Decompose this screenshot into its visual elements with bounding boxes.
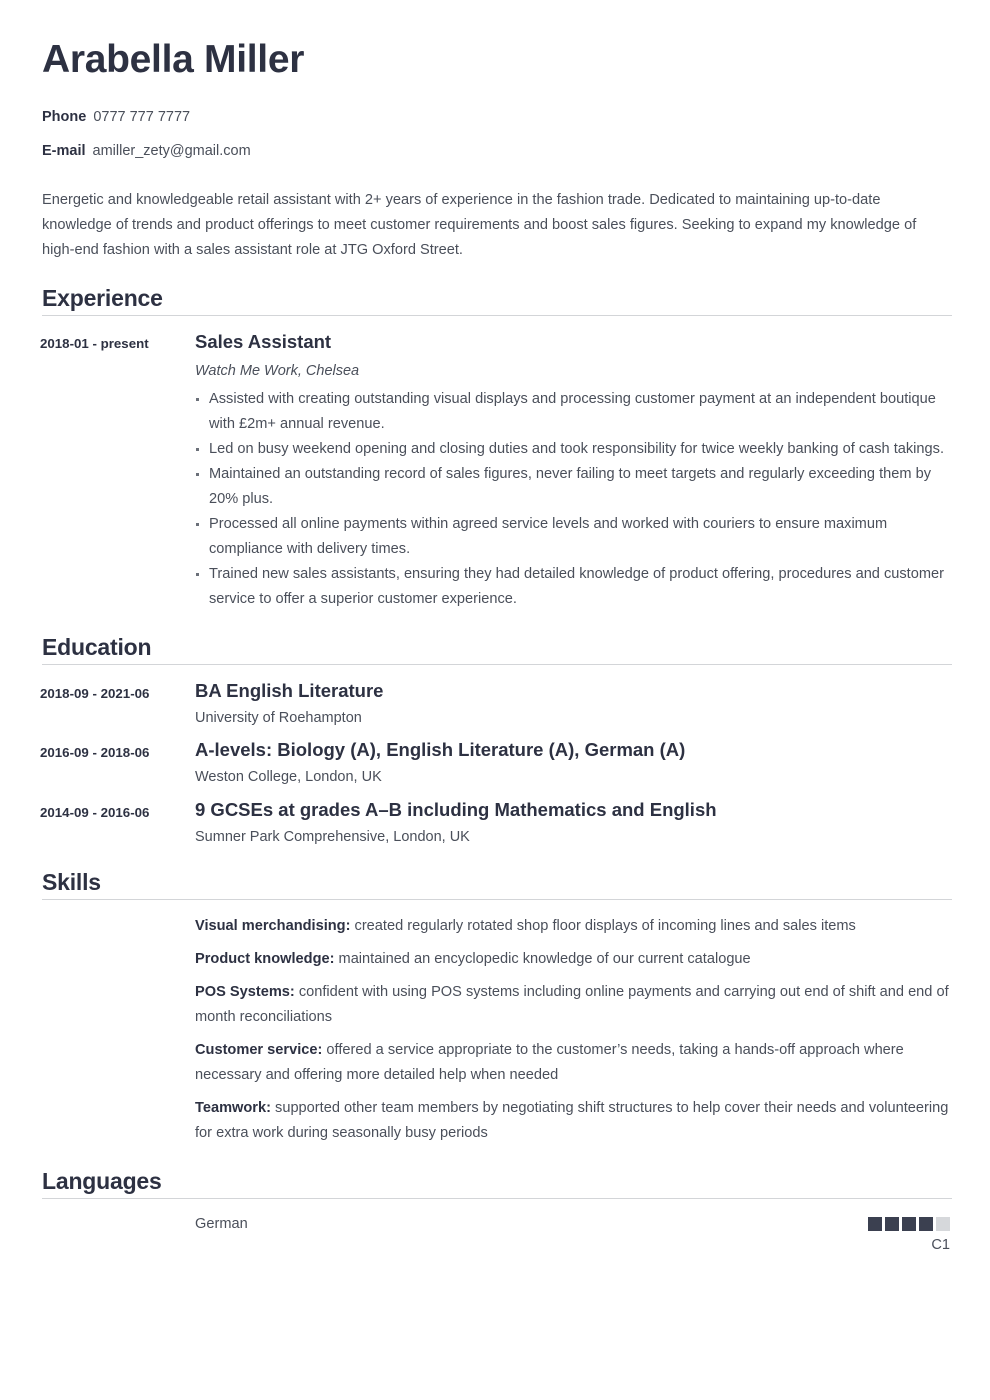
- language-rating: [868, 1213, 950, 1255]
- skill-label: Teamwork:: [195, 1099, 271, 1116]
- experience-bullet: Trained new sales assistants, ensuring they had detailed knowledge of product offering, procedures and customer service to offer a superior customer experience.: [195, 562, 950, 612]
- education-date: 2018-09 - 2021-06: [40, 685, 150, 701]
- education-degree: A-levels: Biology (A), English Literature (A), German (A): [195, 739, 686, 761]
- skill-label: POS Systems:: [195, 983, 295, 1000]
- experience-entry: [40, 330, 950, 612]
- experience-bullet: Maintained an outstanding record of sales figures, never failing to meet targets and regularly exceeding them by 20% plus.: [195, 462, 950, 512]
- section-divider-education: [42, 664, 952, 665]
- contact-value-email: amiller_zety@gmail.com: [92, 143, 251, 160]
- section-languages: [40, 1168, 950, 1255]
- candidate-name: Arabella Miller: [42, 38, 305, 81]
- education-date: 2016-09 - 2018-06: [40, 745, 150, 761]
- experience-company: Watch Me Work, Chelsea: [195, 362, 360, 379]
- education-details: [195, 738, 950, 787]
- skill-item: [40, 980, 950, 1030]
- section-experience: [40, 285, 950, 612]
- experience-details: [195, 330, 950, 612]
- section-title-skills: Skills: [42, 868, 101, 895]
- skill-gutter: [40, 914, 195, 939]
- skill-text: [195, 1038, 950, 1088]
- experience-bullet-list: [195, 387, 950, 612]
- rating-square-filled: [868, 1217, 882, 1231]
- language-rating-squares: [868, 1217, 950, 1231]
- experience-date: 2018-01 - present: [40, 335, 149, 351]
- rating-square-empty: [936, 1217, 950, 1231]
- education-date: 2014-09 - 2016-06: [40, 804, 150, 820]
- experience-job-title: Sales Assistant: [195, 330, 332, 352]
- education-details: [195, 679, 950, 728]
- resume-header: [40, 40, 950, 263]
- skill-label: Product knowledge:: [195, 950, 335, 967]
- skill-text: [195, 914, 950, 939]
- education-entry: [40, 738, 950, 787]
- skill-gutter: [40, 1038, 195, 1088]
- skill-description: supported other team members by negotiating shift structures to help cover their needs and volunteering for extra work during seasonally busy periods: [195, 1099, 949, 1141]
- education-degree: 9 GCSEs at grades A–B including Mathematics and English: [195, 798, 717, 820]
- contact-value-phone: 0777 777 7777: [93, 108, 191, 125]
- section-divider-experience: [42, 315, 952, 316]
- section-title-languages: Languages: [42, 1167, 162, 1194]
- professional-summary: Energetic and knowledgeable retail assistant with 2+ years of experience in the fashion trade. Dedicated to maintaining up-to-date knowledge of trends and product offerings to meet customer requirements and boost sales figures. Seeking to expand my knowledge of high-end fashion with a sales assistant role at JTG Oxford Street.: [42, 191, 917, 258]
- contact-label-email: E-mail: [42, 143, 86, 160]
- education-degree: BA English Literature: [195, 679, 384, 701]
- skill-item: [40, 947, 950, 972]
- section-title-education: Education: [42, 633, 152, 660]
- skill-description: confident with using POS systems including online payments and carrying out end of shift and end of month reconciliations: [195, 983, 949, 1025]
- skill-item: [40, 914, 950, 939]
- skill-text: [195, 1096, 950, 1146]
- section-skills: [40, 869, 950, 1146]
- contact-row-phone: [42, 107, 950, 127]
- language-name: German: [195, 1215, 248, 1232]
- skill-description: maintained an encyclopedic knowledge of our current catalogue: [338, 950, 751, 967]
- skill-text: [195, 980, 950, 1030]
- education-details: [195, 798, 950, 847]
- language-item: [40, 1213, 950, 1255]
- contact-label-phone: Phone: [42, 108, 87, 125]
- language-level-label: C1: [931, 1236, 950, 1253]
- rating-square-filled: [919, 1217, 933, 1231]
- skill-description: offered a service appropriate to the customer’s needs, taking a hands-off approach where necessary and offering more detailed help when needed: [195, 1041, 904, 1083]
- experience-bullet: Assisted with creating outstanding visual displays and processing customer payment at an independent boutique with £2m+ annual revenue.: [195, 387, 950, 437]
- rating-square-filled: [885, 1217, 899, 1231]
- education-institution: Sumner Park Comprehensive, London, UK: [195, 828, 470, 845]
- skill-gutter: [40, 1096, 195, 1146]
- section-divider-languages: [42, 1198, 952, 1199]
- skill-item: [40, 1038, 950, 1088]
- section-education: [40, 634, 950, 847]
- skill-gutter: [40, 947, 195, 972]
- education-institution: Weston College, London, UK: [195, 769, 382, 786]
- experience-bullet: Processed all online payments within agreed service levels and worked with couriers to ensure maximum compliance with delivery times.: [195, 512, 950, 562]
- experience-bullet: Led on busy weekend opening and closing duties and took responsibility for twice weekly banking of cash takings.: [195, 437, 950, 462]
- education-entry: [40, 679, 950, 728]
- education-entry: [40, 798, 950, 847]
- skill-gutter: [40, 980, 195, 1030]
- rating-square-filled: [902, 1217, 916, 1231]
- skill-label: Customer service:: [195, 1041, 323, 1058]
- education-institution: University of Roehampton: [195, 709, 362, 726]
- skill-label: Visual merchandising:: [195, 917, 351, 934]
- skill-item: [40, 1096, 950, 1146]
- skill-description: created regularly rotated shop floor displays of incoming lines and sales items: [354, 917, 856, 934]
- section-divider-skills: [42, 899, 952, 900]
- section-title-experience: Experience: [42, 284, 163, 311]
- skill-text: [195, 947, 950, 972]
- contact-row-email: [42, 141, 950, 161]
